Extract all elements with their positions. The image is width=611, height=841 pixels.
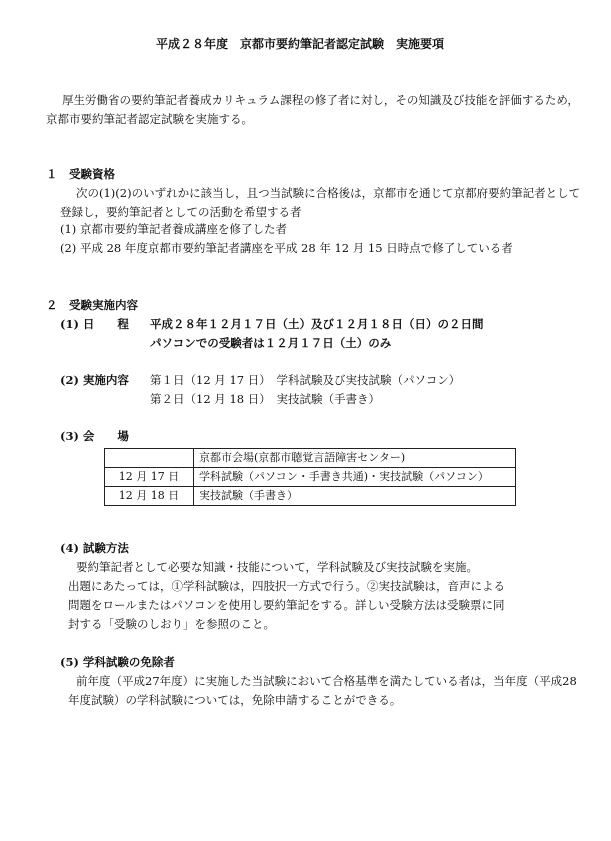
venue-date: 12 月 17 日 bbox=[105, 468, 194, 487]
schedule-line-1: 平成２８年１２月１７日（土）及び１２月１８日（日）の２日間 bbox=[150, 317, 484, 331]
content-label: (2) 実施内容 bbox=[60, 373, 129, 387]
method-line-2: 出題にあたっては，①学科試験は，四肢択一方式で行う。②実技試験は，音声による bbox=[68, 579, 505, 593]
schedule-line-2: パソコンでの受験者は１２月１７日（土）のみ bbox=[150, 336, 392, 350]
method-label: (4) 試験方法 bbox=[60, 541, 129, 555]
section-1-item-1: (1) 京都市要約筆記者養成講座を修了した者 bbox=[60, 222, 287, 236]
venue-desc: 実技試験（手書き） bbox=[194, 487, 516, 506]
venue-desc: 学科試験（パソコン・手書き共通)・実技試験（パソコン） bbox=[194, 468, 516, 487]
section-1-body-1: 次の(1)(2)のいずれかに該当し，且つ当試験に合格後は，京都市を通じて京都府要約筆記者として bbox=[76, 186, 581, 200]
method-line-1: 要約筆記者として必要な知識・技能について，学科試験及び実技試験を実施。 bbox=[76, 560, 479, 574]
page-title: 平成２８年度 京都市要約筆記者認定試験 実施要項 bbox=[156, 37, 445, 51]
table-row bbox=[105, 449, 516, 468]
exemption-line-2: 年度試験）の学科試験については，免除申請することができる。 bbox=[68, 693, 402, 707]
venue-label: (3) 会 場 bbox=[60, 429, 129, 443]
content-day-1: 第１日（12 月 17 日） 学科試験及び実技試験（パソコン） bbox=[150, 373, 461, 387]
intro-line-1: 厚生労働省の要約筆記者養成カリキュラム課程の修了者に対し，その知識及び技能を評価するため， bbox=[62, 93, 579, 107]
table-row bbox=[105, 487, 516, 506]
exemption-label: (5) 学科試験の免除者 bbox=[60, 655, 175, 669]
table-row bbox=[105, 468, 516, 487]
method-line-4: 封する「受験のしおり」を参照のこと。 bbox=[68, 617, 275, 631]
venue-table-header: 京都市会場(京都市聴覚言語障害センター) bbox=[194, 449, 516, 468]
section-1-item-2: (2) 平成 28 年度京都市要約筆記者講座を平成 28 年 12 月 15 日時点で修了している者 bbox=[60, 241, 513, 255]
section-2-heading: ２ 受験実施内容 bbox=[46, 298, 138, 312]
schedule-label: (1) 日 程 bbox=[60, 317, 129, 331]
venue-table bbox=[104, 448, 516, 506]
venue-date: 12 月 18 日 bbox=[105, 487, 194, 506]
content-day-2: 第２日（12 月 18 日） 実技試験（手書き） bbox=[150, 392, 380, 406]
method-line-3: 問題をロールまたはパソコンを使用し要約筆記をする。詳しい受験方法は受験票に同 bbox=[68, 598, 505, 612]
section-1-body-2: 登録し，要約筆記者としての活動を希望する者 bbox=[60, 205, 302, 219]
intro-line-2: 京都市要約筆記者認定試験を実施する。 bbox=[46, 112, 253, 126]
exemption-line-1: 前年度（平成27年度）に実施した当試験において合格基準を満たしている者は，当年度（平成28 bbox=[76, 674, 577, 688]
section-1-heading: １ 受験資格 bbox=[46, 167, 115, 181]
venue-table-corner bbox=[105, 449, 194, 468]
